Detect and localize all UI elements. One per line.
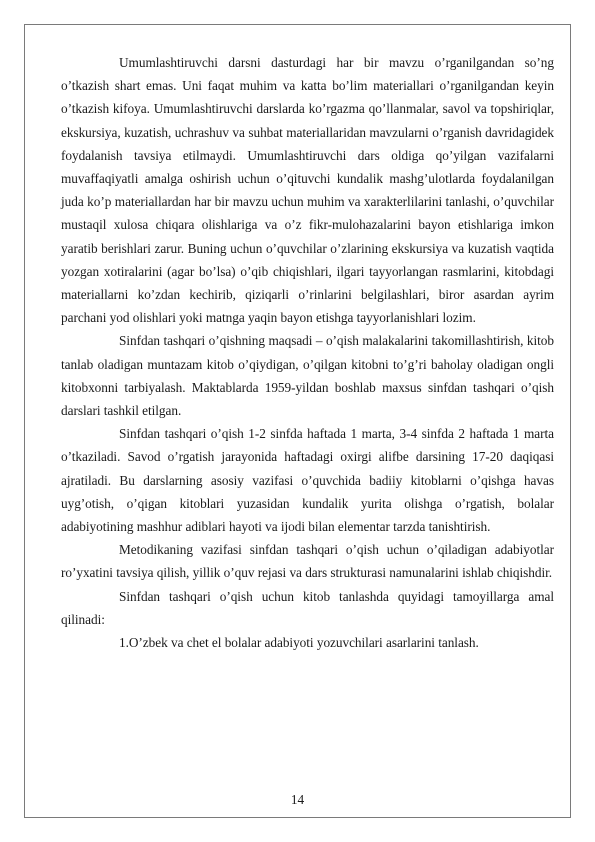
paragraph-3: Sinfdan tashqari o’qish 1-2 sinfda haftada 1 marta, 3-4 sinfda 2 haftada 1 marta o’tkaziladi. Savod o’rgatish jarayonida haftadagi oxirgi alifbe darsining 17-20 daqiqasi ajratiladi. Bu darslarning asosiy vazifasi o’quvchida badiiy kitoblarni o’qishga havas uyg’otish, o’qigan kitoblari yuzasidan kundalik yurita olishga o’rgatish, bolalar adabiyotining mashhur adiblari hayoti va ijodi bilan elementar tarzda tanishtirish.	[61, 426, 554, 535]
document-body	[61, 51, 554, 654]
paragraph-5: Sinfdan tashqari o’qish uchun kitob tanlashda quyidagi tamoyillarga amal qilinadi:	[61, 588, 554, 627]
paragraph-1: Umumlashtiruvchi darsni dasturdagi har bir mavzu o’rganilgandan so’ng o’tkazish shart emas. Uni faqat muhim va katta bo’lim materiallari o’rganilgandan keyin o’tkazish kifoya. Umumlashtiruvchi darslarda ko’rgazma qo’llanmalar, savol va topshiriqlar, ekskursiya, kuzatish, uchrashuv va suhbat materiallaridan mavzularni o’rganish davridagidek foydalanish tavsiya etilmaydi. Umumlashtiruvchi dars oldiga qo’yilgan vazifalarni muvaffaqiyatli amalga oshirish uchun o’qituvchi kundalik mashg’ulotlarda foydalanilgan juda ko’p materiallardan har bir mavzu uchun muhim va xarakterlilarini tanlashi, o’quvchilar mustaqil xulosa chiqara olishlariga va o’z fikr-mulohazalarini bayon etishlariga imkon yaratib berishlari zarur. Buning uchun o’quvchilar o’zlarining ekskursiya va kuzatish vaqtida yozgan xotiralarini (agar bo’lsa) o’qib chiqishlari, ilgari tayyorlangan rasmlarini, kitobdagi materiallarni ko’zdan kechirib, qiziqarli o’rinlarini belgilashlari, biror asardan ayrim parchani yod olishlari yoki matnga yaqin bayon etishga tayyorlanishlari lozim.	[61, 55, 554, 326]
paragraph-2: Sinfdan tashqari o’qishning maqsadi – o’qish malakalarini takomillashtirish, kitob tanlab oladigan muntazam kitob o’qiydigan, o’qilgan kitobni to’g’ri baholay oladigan ongli kitobxonni tarbiyalash. Maktablarda 1959-yildan boshlab maxsus sinfdan tashqari o’qish darslari tashkil etilgan.	[61, 333, 554, 419]
page-number: 14	[290, 792, 305, 807]
paragraph-6: 1.O’zbek va chet el bolalar adabiyoti yozuvchilari asarlarini tanlash.	[119, 635, 479, 651]
paragraph-4: Metodikaning vazifasi sinfdan tashqari o’qish uchun o’qiladigan adabiyotlar ro’yxatini tavsiya qilish, yillik o’quv rejasi va dars strukturasi namunalarini ishlab chiqishdir.	[61, 542, 554, 581]
